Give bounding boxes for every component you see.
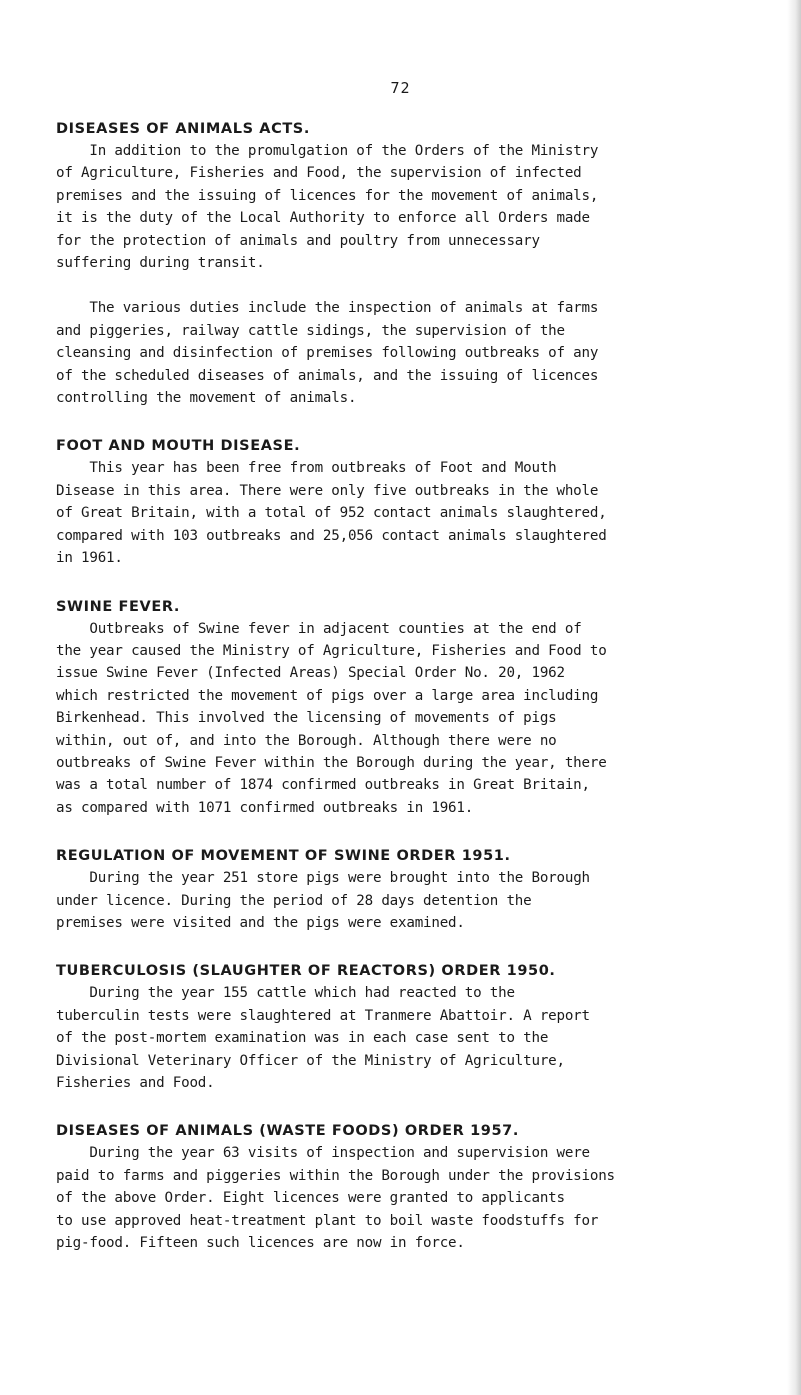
section-heading: TUBERCULOSIS (SLAUGHTER OF REACTORS) ORDER 1950.	[56, 963, 556, 980]
section-heading: DISEASES OF ANIMALS ACTS.	[56, 121, 310, 137]
document-body	[56, 118, 796, 1280]
paragraph: The various duties include the inspection of animals at farms and piggeries, railway cattle sidings, the supervision of the cleansing and disinfection of premises following outbreaks of any of the scheduled diseases of animals, and the issuing of licences controlling the movement of animals.	[56, 300, 599, 407]
page-number: 72	[390, 79, 411, 97]
section-heading: REGULATION OF MOVEMENT OF SWINE ORDER 1951.	[56, 848, 511, 865]
section-waste-foods-order	[56, 1120, 796, 1254]
paragraph: This year has been free from outbreaks of Foot and Mouth Disease in this area. There were only five outbreaks in the whole of Great Britain, with a total of 952 contact animals slaughtered, compared with 103 outbreaks and 25,056 contact animals slaughtered in 1961.	[56, 460, 607, 567]
section-heading: FOOT AND MOUTH DISEASE.	[56, 438, 301, 455]
paragraph: During the year 63 visits of inspection and supervision were paid to farms and piggeries within the Borough under the provisions of the above Order. Eight licences were granted to applicants to use approved heat-treatment plant to boil waste foodstuffs for pig-food. Fifteen such licences are now in force.	[56, 1145, 615, 1252]
section-tuberculosis-order	[56, 960, 796, 1094]
paragraph: During the year 155 cattle which had reacted to the tuberculin tests were slaughtered at Tranmere Abattoir. A report of the post-mortem examination was in each case sent to the Divisional Veterinary Officer of the Ministry of Agriculture, Fisheries and Food.	[56, 985, 590, 1091]
section-diseases-of-animals-acts	[56, 118, 796, 409]
section-regulation-of-movement-of-swine	[56, 845, 796, 934]
section-foot-and-mouth-disease	[56, 435, 796, 569]
section-heading: DISEASES OF ANIMALS (WASTE FOODS) ORDER 1957.	[56, 1123, 519, 1140]
paragraph: In addition to the promulgation of the Orders of the Ministry of Agriculture, Fisheries and Food, the supervision of infected premises and the issuing of licences for the movement of animals, it is the duty of the Local Authority to enforce all Orders made for the protection of animals and poultry from unnecessary suffering during transit.	[56, 143, 599, 272]
paragraph: During the year 251 store pigs were brought into the Borough under licence. During the period of 28 days detention the premises were visited and the pigs were examined.	[56, 870, 590, 931]
section-swine-fever	[56, 596, 796, 820]
paragraph: Outbreaks of Swine fever in adjacent counties at the end of the year caused the Ministry of Agriculture, Fisheries and Food to issue Swine Fever (Infected Areas) Special Order No. 20, 1962 which restricted the movement of pigs over a large area including Birkenhead. This involved the licensing of movements of pigs within, out of, and into the Borough. Although there were no outbreaks of Swine Fever within the Borough during the year, there was a total number of 1874 confirmed outbreaks in Great Britain, as compared with 1071 confirmed outbreaks in 1961.	[56, 620, 607, 816]
section-heading: SWINE FEVER.	[56, 598, 180, 615]
